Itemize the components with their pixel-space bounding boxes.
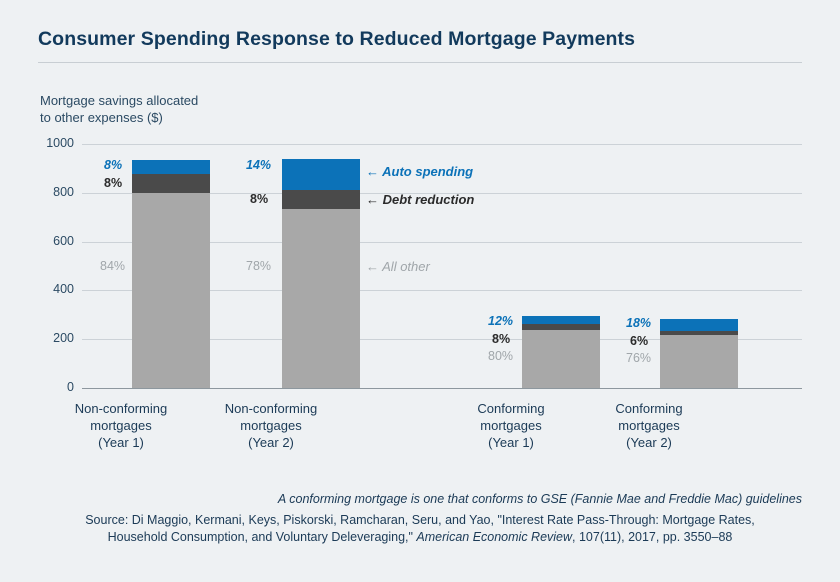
page-title: Consumer Spending Response to Reduced Mortgage Payments (38, 28, 636, 50)
gridline-1000 (82, 144, 802, 145)
callout-debt-reduction: ← Debt reduction (366, 192, 475, 207)
source-line-2-suffix: , 107(11), 2017, pp. 3550–88 (572, 530, 733, 544)
y-tick-0: 0 (67, 380, 74, 394)
segment-auto-spending (132, 160, 210, 175)
pct-debt-nonconforming-year2: 8% (250, 192, 269, 206)
x-label-line: Non-conforming (74, 401, 168, 416)
segment-auto-spending (660, 319, 738, 331)
callout-all-other: ← All other (366, 259, 430, 274)
chart-note: A conforming mortgage is one that conforms to GSE (Fannie Mae and Freddie Mac) guidelines (277, 492, 802, 506)
source-line-2 (38, 529, 802, 546)
bar-nonconforming-year2 (282, 159, 360, 388)
source-journal: American Economic Review (416, 530, 573, 544)
pct-debt-conforming-year2: 6% (630, 334, 649, 348)
x-label-conforming-year1 (436, 400, 586, 451)
y-axis-title (40, 92, 198, 126)
x-label-line: (Year 2) (626, 435, 672, 450)
x-label-line: mortgages (618, 418, 680, 433)
x-label-conforming-year2 (574, 400, 724, 451)
segment-auto-spending (522, 316, 600, 325)
callout-auto-spending: ← Auto spending (366, 164, 474, 179)
pct-debt-conforming-year1: 8% (492, 332, 511, 346)
y-tick-800: 800 (53, 184, 74, 199)
y-tick-600: 600 (53, 233, 74, 248)
segment-all-other (660, 335, 738, 388)
segment-all-other (132, 193, 210, 388)
y-tick-400: 400 (53, 282, 74, 297)
segment-debt-reduction (132, 174, 210, 192)
segment-all-other (282, 209, 360, 388)
chart-source (38, 512, 802, 546)
bar-conforming-year1 (522, 316, 600, 388)
pct-auto-conforming-year1: 12% (488, 314, 514, 328)
x-label-nonconforming-year2 (196, 400, 346, 451)
pct-other-conforming-year1: 80% (488, 349, 514, 363)
pct-auto-nonconforming-year2: 14% (246, 158, 272, 172)
gridline-0 (82, 388, 802, 389)
source-line-1: Source: Di Maggio, Kermani, Keys, Piskorski, Ramcharan, Seru, and Yao, "Interest Rate Pass-Through: Mortgage Rates, (85, 513, 755, 527)
x-label-line: Non-conforming (224, 401, 318, 416)
pct-auto-conforming-year2: 18% (626, 316, 652, 330)
pct-other-nonconforming-year2: 78% (246, 259, 272, 273)
x-label-line: (Year 1) (488, 435, 534, 450)
pct-debt-nonconforming-year1: 8% (104, 176, 123, 190)
y-axis-title-line1: Mortgage savings allocated (40, 93, 199, 108)
bar-conforming-year2 (660, 319, 738, 388)
x-label-line: (Year 1) (98, 435, 144, 450)
y-axis-title-line2: to other expenses ($) (40, 110, 163, 125)
y-tick-200: 200 (53, 331, 74, 346)
segment-all-other (522, 330, 600, 388)
x-label-line: (Year 2) (248, 435, 294, 450)
plot-area (46, 136, 802, 394)
source-line-2-prefix: Household Consumption, and Voluntary Deleveraging," (107, 530, 417, 544)
x-label-line: Conforming (615, 401, 683, 416)
y-tick-1000: 1000 (46, 136, 74, 150)
x-label-line: mortgages (480, 418, 542, 433)
pct-other-conforming-year2: 76% (626, 351, 652, 365)
x-label-line: Conforming (477, 401, 545, 416)
x-label-line: mortgages (240, 418, 302, 433)
pct-other-nonconforming-year1: 84% (100, 259, 126, 273)
pct-auto-nonconforming-year1: 8% (104, 158, 123, 172)
title-divider (38, 62, 802, 63)
segment-auto-spending (282, 159, 360, 191)
segment-debt-reduction (282, 190, 360, 208)
bar-nonconforming-year1 (132, 160, 210, 388)
x-label-nonconforming-year1 (46, 400, 196, 451)
x-label-line: mortgages (90, 418, 152, 433)
